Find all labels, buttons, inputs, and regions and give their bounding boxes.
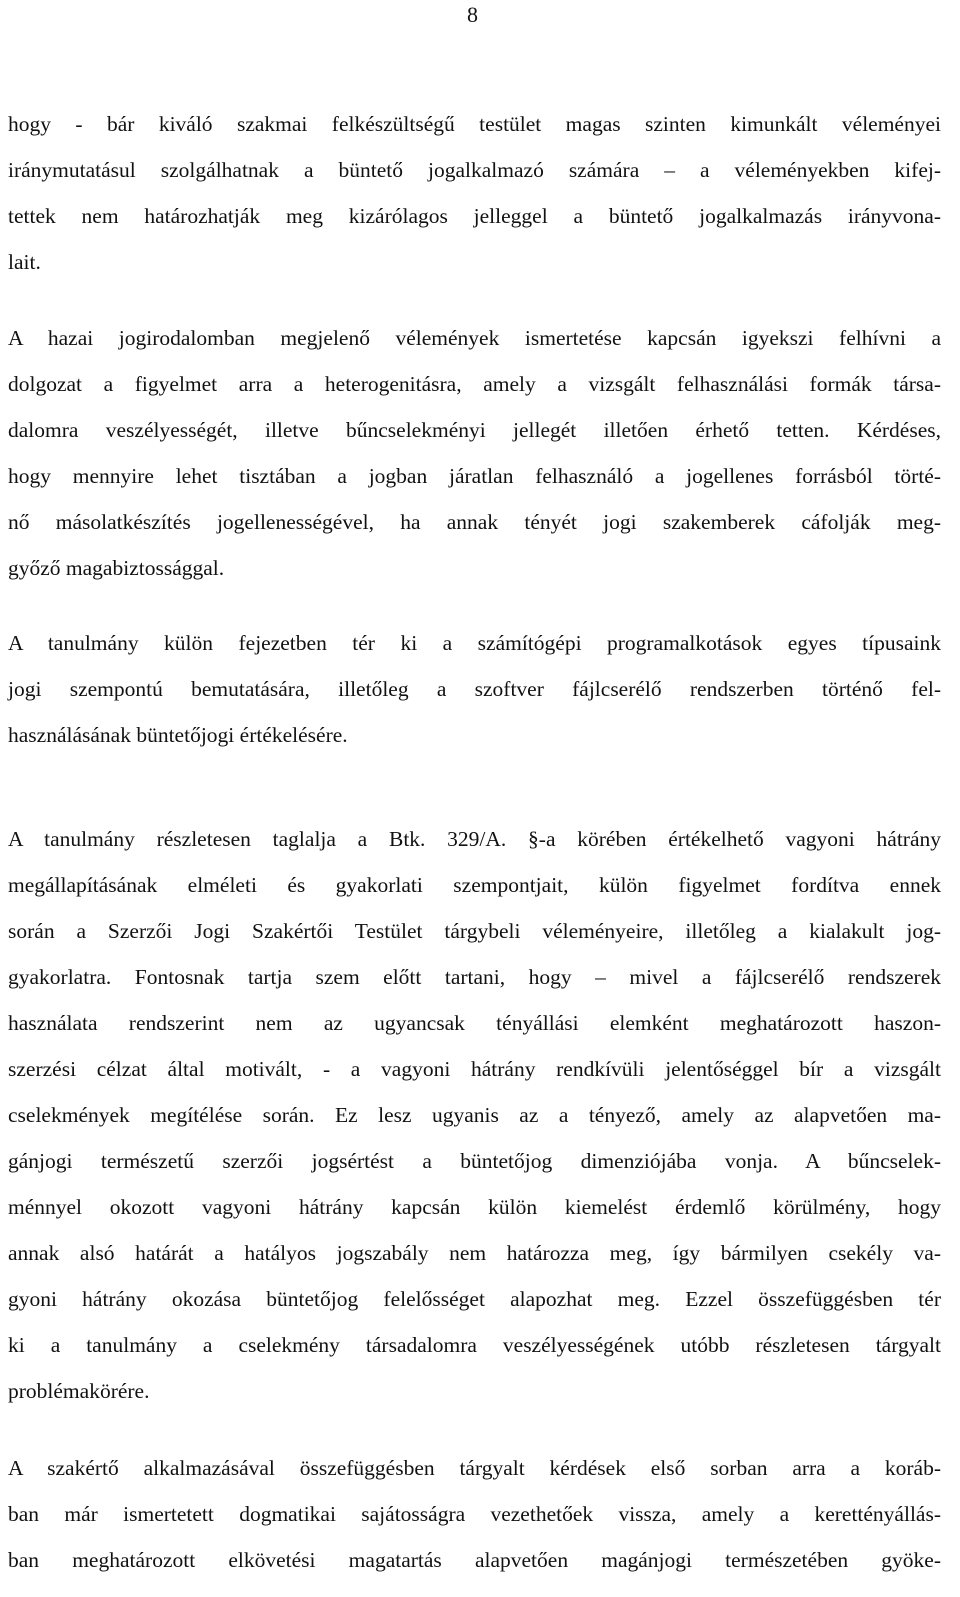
page-number: 8	[467, 2, 478, 27]
text-line: győző magabiztossággal.	[8, 556, 225, 580]
text-line: A hazai jogirodalomban megjelenő vélemények ismertetése kapcsán igyekszi felhívni a	[8, 326, 941, 350]
text-line: annak alsó határát a hatályos jogszabály nem határozza meg, így bármilyen csekély va-	[8, 1241, 941, 1265]
text-line: során a Szerzői Jogi Szakértői Testület tárgybeli véleményeire, illetőleg a kialakult jog-	[8, 919, 941, 943]
text-line: gánjogi természetű szerzői jogsértést a büntetőjog dimenziójába vonja. A bűncselek-	[8, 1149, 941, 1173]
text-line: hogy mennyire lehet tisztában a jogban járatlan felhasználó a jogellenes forrásból törté-	[8, 464, 941, 488]
text-line: gyakorlatra. Fontosnak tartja szem előtt tartani, hogy – mivel a fájlcserélő rendszerek	[8, 965, 941, 989]
text-line: A szakértő alkalmazásával összefüggésben tárgyalt kérdések első sorban arra a koráb-	[8, 1456, 941, 1480]
text-line: tettek nem határozhatják meg kizárólagos jelleggel a büntető jogalkalmazás irányvona-	[8, 204, 941, 228]
text-line: jogi szempontú bemutatására, illetőleg a szoftver fájlcserélő rendszerben történő fel-	[8, 677, 941, 701]
text-line: A tanulmány részletesen taglalja a Btk. 329/A. §-a körében értékelhető vagyoni hátrány	[8, 827, 941, 851]
text-line: lait.	[8, 250, 41, 274]
text-line: ki a tanulmány a cselekmény társadalomra veszélyességének utóbb részletesen tárgyalt	[8, 1333, 941, 1357]
text-line: hogy - bár kiváló szakmai felkészültségű testület magas szinten kimunkált véleményei	[8, 112, 941, 136]
text-line: A tanulmány külön fejezetben tér ki a számítógépi programalkotások egyes típusaink	[8, 631, 941, 655]
text-line: megállapításának elméleti és gyakorlati szempontjait, külön figyelmet fordítva ennek	[8, 873, 941, 897]
text-line: gyoni hátrány okozása büntetőjog felelősséget alapozhat meg. Ezzel összefüggésben tér	[8, 1287, 941, 1311]
text-line: ban meghatározott elkövetési magatartás alapvetően magánjogi természetében gyöke-	[8, 1548, 941, 1572]
text-line: problémakörére.	[8, 1379, 150, 1403]
text-line: használásának büntetőjogi értékelésére.	[8, 723, 348, 747]
text-line: cselekmények megítélése során. Ez lesz ugyanis az a tényező, amely az alapvetően ma-	[8, 1103, 941, 1127]
text-line: ménnyel okozott vagyoni hátrány kapcsán külön kiemelést érdemlő körülmény, hogy	[8, 1195, 941, 1219]
text-line: ban már ismertetett dogmatikai sajátosságra vezethetőek vissza, amely a kerettényállás-	[8, 1502, 941, 1526]
text-line: dalomra veszélyességét, illetve bűncselekményi jellegét illetően érhető tetten. Kérdéses,	[8, 418, 941, 442]
text-line: iránymutatásul szolgálhatnak a büntető jogalkalmazó számára – a véleményekben kifej-	[8, 158, 941, 182]
text-line: dolgozat a figyelmet arra a heterogenitásra, amely a vizsgált felhasználási formák társa-	[8, 372, 941, 396]
text-line: szerzési célzat által motivált, - a vagyoni hátrány rendkívüli jelentőséggel bír a vizsgált	[8, 1057, 941, 1081]
text-line: használata rendszerint nem az ugyancsak tényállási elemként meghatározott haszon-	[8, 1011, 941, 1035]
text-line: nő másolatkészítés jogellenességével, ha annak tényét jogi szakemberek cáfolják meg-	[8, 510, 941, 534]
